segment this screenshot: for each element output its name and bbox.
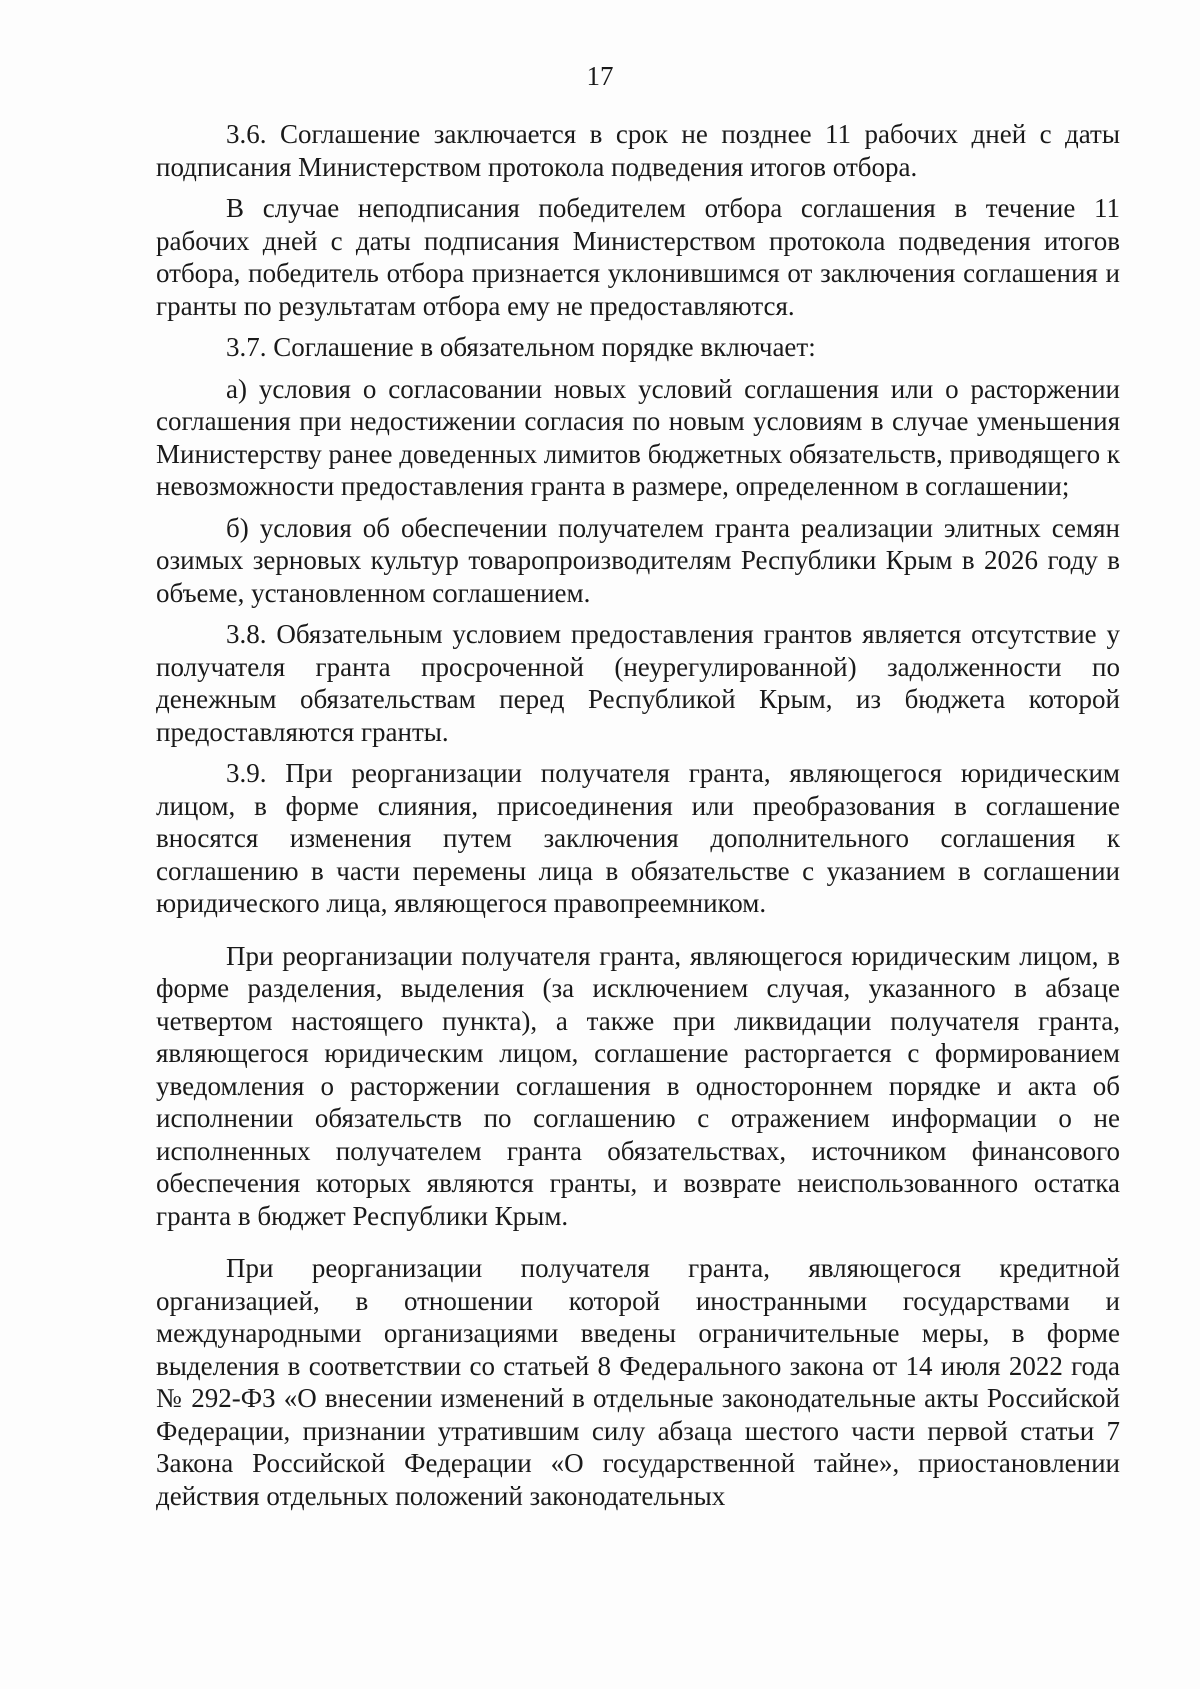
paragraph-3-9-division: При реорганизации получателя гранта, являющегося юридическим лицом, в форме разделения, выделения (за исключением случая, указанного в абзаце четвертом настоящего пункта), а также при ликвидации получателя гранта, являющегося юридическим лицом, соглашение расторгается с формированием уведомления о расторжении соглашения в одностороннем порядке и акта об исполнении обязательств по соглашению с отражением информации о не исполненных получателем гранта обязательствах, источником финансового обеспечения которых являются гранты, и возврате неиспользованного остатка гранта в бюджет Республики Крым. <box>156 940 1120 1231</box>
page-number: 17 <box>586 61 614 91</box>
paragraph-3-8: 3.8. Обязательным условием предоставления грантов является отсутствие у получателя гранта просроченной (неурегулированной) задолженности по денежным обязательствам перед Республикой Крым, из бюджета которой предоставляются гранты. <box>156 619 1120 747</box>
paragraph-3-6: 3.6. Соглашение заключается в срок не позднее 11 рабочих дней с даты подписания Министерством протокола подведения итогов отбора. <box>156 119 1120 182</box>
paragraph-3-7-a: а) условия о согласовании новых условий соглашения или о расторжении соглашения при недостижении согласия по новым условиям в случае уменьшения Министерству ранее доведенных лимитов бюджетных обязательств, приводящего к невозможности предоставления гранта в размере, определенном в соглашении; <box>156 373 1120 501</box>
paragraph-3-7: 3.7. Соглашение в обязательном порядке включает: <box>226 332 816 362</box>
paragraph-3-7-b: б) условия об обеспечении получателем гранта реализации элитных семян озимых зерновых культур товаропроизводителям Республики Крым в 2026 году в объеме, установленном соглашением. <box>156 512 1120 608</box>
document-body <box>156 118 1120 1521</box>
paragraph-3-6-refusal: В случае неподписания победителем отбора соглашения в течение 11 рабочих дней с даты подписания Министерством протокола подведения итогов отбора, победитель отбора признается уклонившимся от заключения соглашения и гранты по результатам отбора ему не предоставляются. <box>156 193 1120 321</box>
paragraph-3-9: 3.9. При реорганизации получателя гранта, являющегося юридическим лицом, в форме слияния, присоединения или преобразования в соглашение вносятся изменения путем заключения дополнительного соглашения к соглашению в части перемены лица в обязательстве с указанием в соглашении юридического лица, являющегося правопреемником. <box>156 758 1120 918</box>
paragraph-3-9-credit-org: При реорганизации получателя гранта, являющегося кредитной организацией, в отношении которой иностранными государствами и международными организациями введены ограничительные меры, в форме выделения в соответствии со статьей 8 Федерального закона от 14 июля 2022 года № 292-ФЗ «О внесении изменений в отдельные законодательные акты Российской Федерации, признании утратившим силу абзаца шестого части первой статьи 7 Закона Российской Федерации «О государственной тайне», приостановлении действия отдельных положений законодательных <box>156 1253 1120 1511</box>
